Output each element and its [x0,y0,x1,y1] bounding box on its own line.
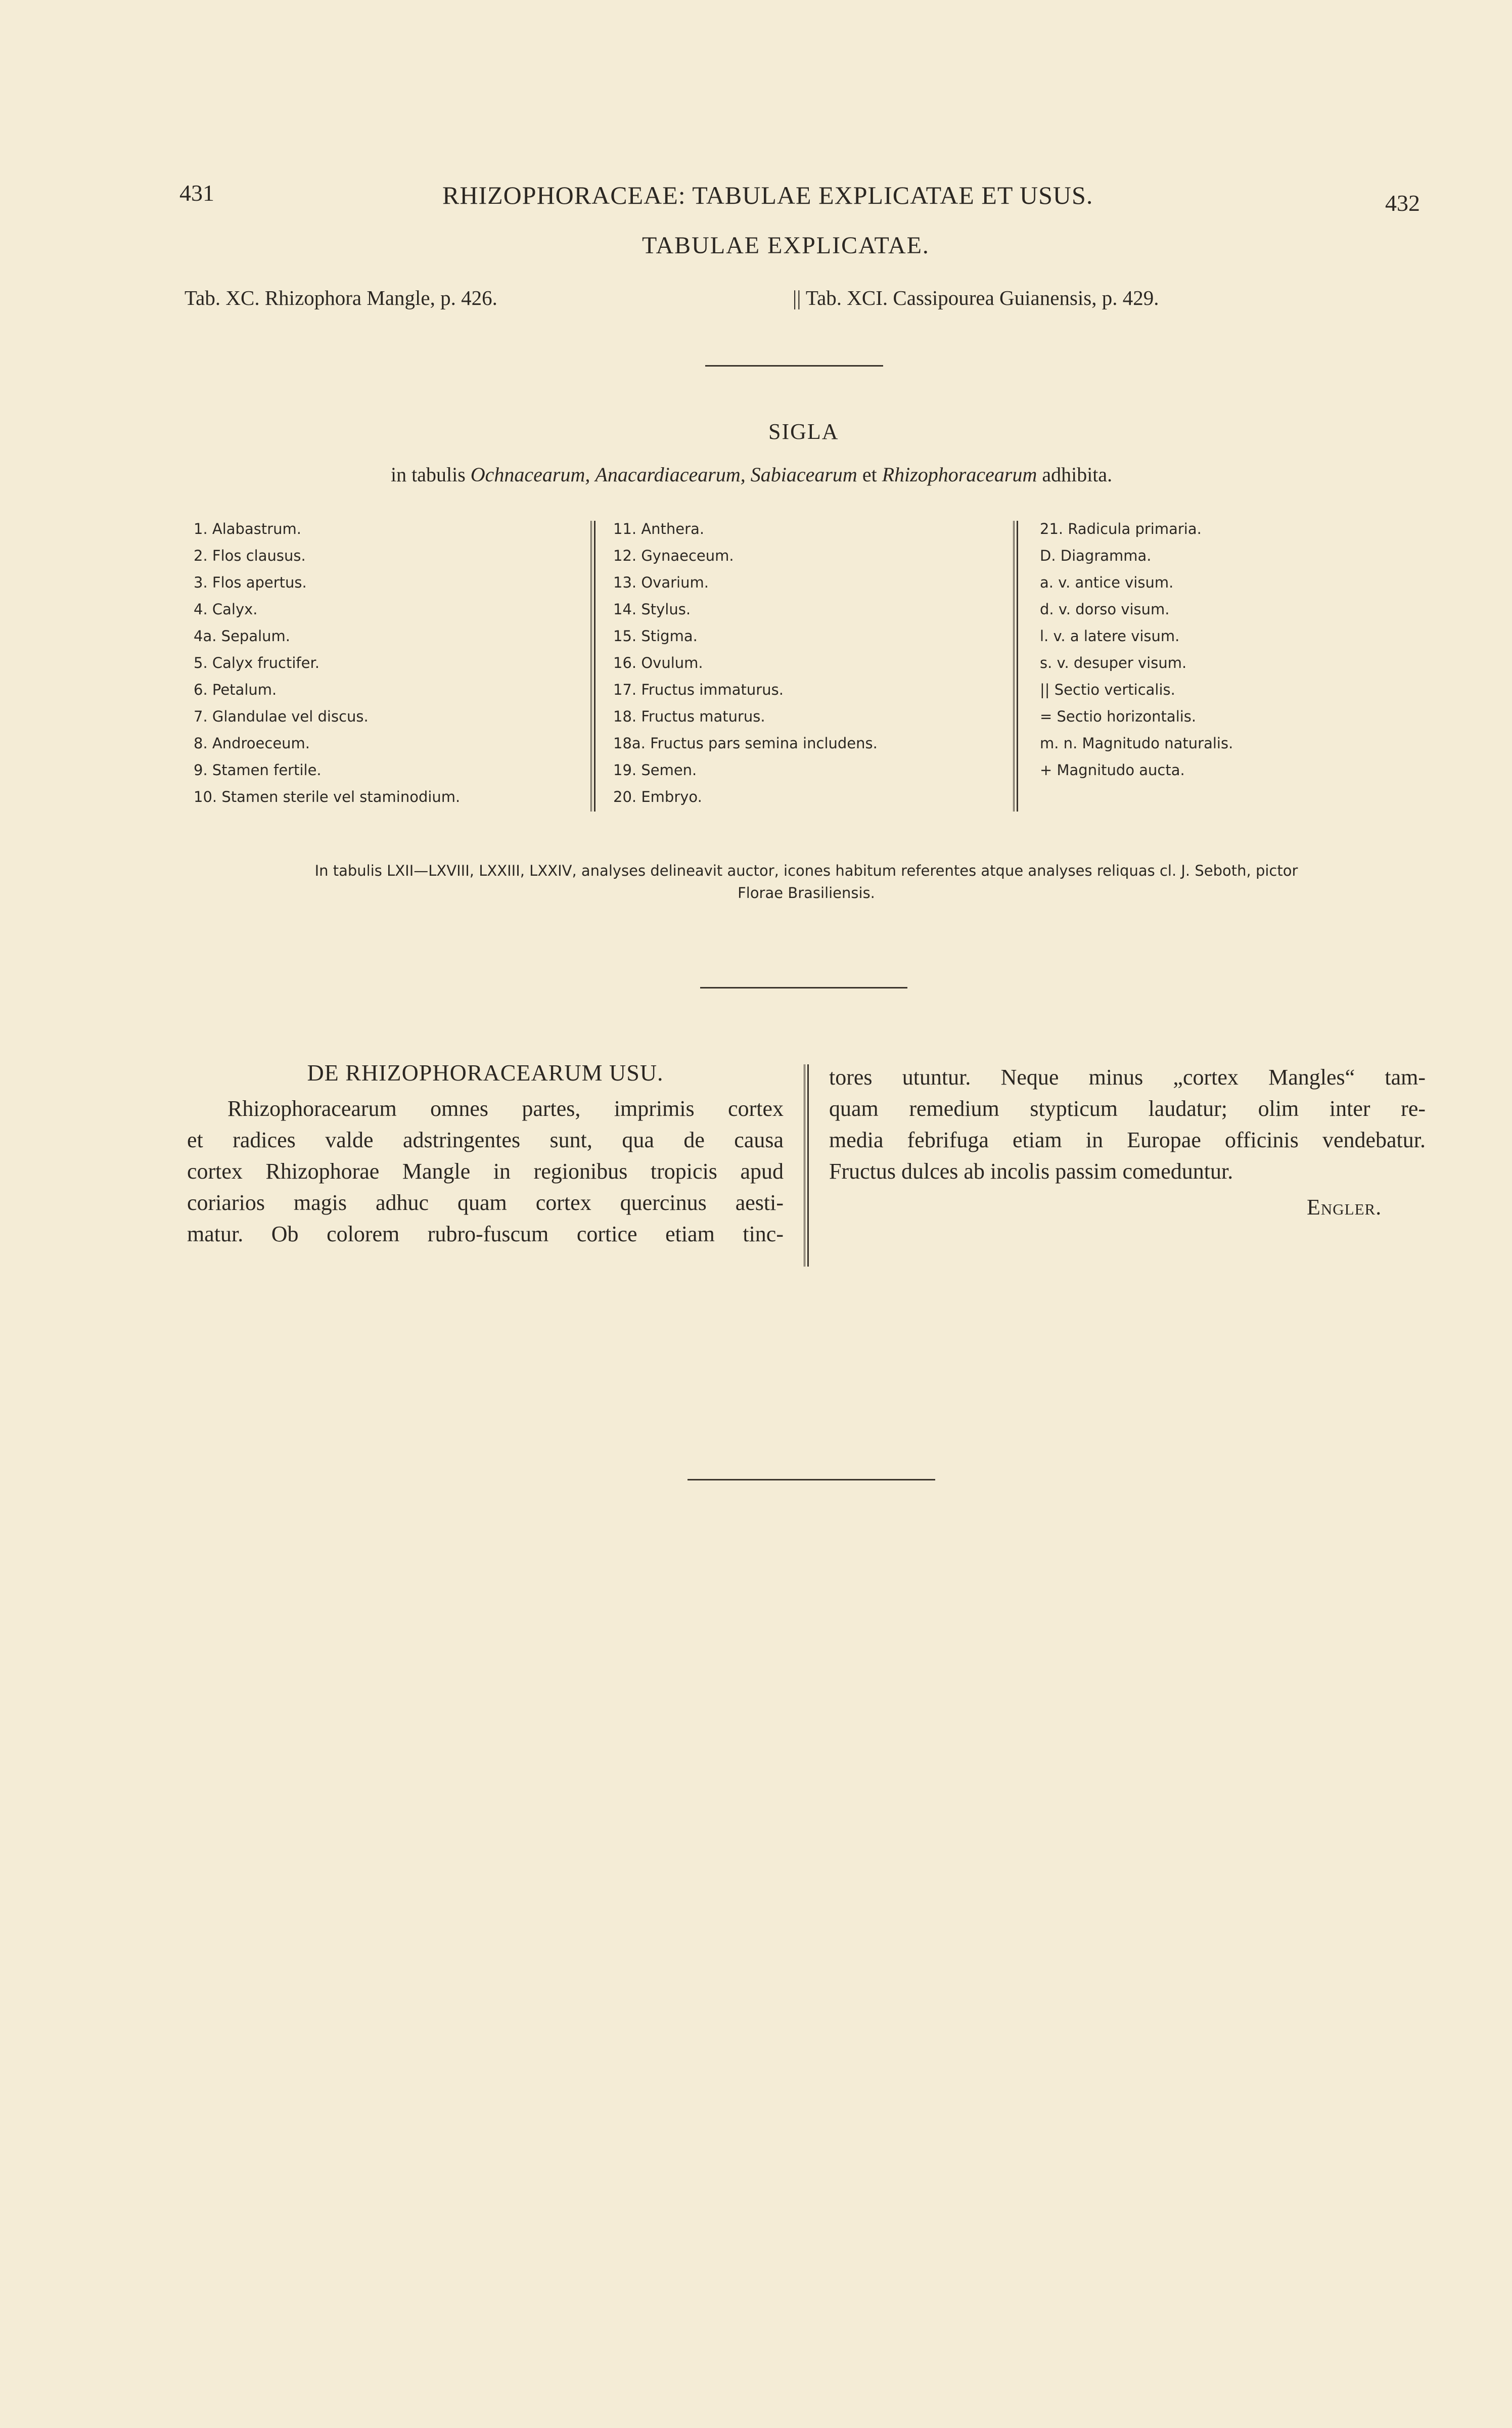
sigla-family-4: Rhizophoracearum [882,463,1037,486]
sigla-entry: 21. Radicula primaria. [1040,520,1202,537]
sigla-entry: 15. Stigma. [613,627,698,645]
sigla-entry: d. v. dorso visum. [1040,601,1170,618]
sigla-entry: = Sectio horizontalis. [1040,708,1197,725]
sigla-entry: 3. Flos apertus. [194,574,307,591]
illustration-note-line: In tabulis LXII—LXVIII, LXXIII, LXXIV, analyses delineavit auctor, icones habitum referentes atque analyses reliquas cl. J. Seboth, pictor [314,862,1298,879]
separator-rule-2 [700,987,907,988]
sigla-entry: m. n. Magnitudo naturalis. [1040,735,1233,752]
sigla-entry: 18. Fructus maturus. [613,708,765,725]
sigla-entry: s. v. desuper visum. [1040,654,1187,671]
column-divider [1013,521,1018,812]
sigla-entry: 12. Gynaeceum. [613,547,734,564]
sigla-entry: 1. Alabastrum. [194,520,301,537]
sigla-entry: + Magnitudo aucta. [1040,761,1185,779]
sigla-entry: a. v. antice visum. [1040,574,1174,591]
sigla-entry: 10. Stamen sterile vel staminodium. [194,788,461,805]
text-line: tores utuntur. Neque minus „cortex Mangles“ tam- [829,1065,1426,1090]
text-line: matur. Ob colorem rubro-fuscum cortice etiam tinc- [187,1222,784,1246]
body-text-left-column [187,1093,784,1250]
sigla-entry: D. Diagramma. [1040,547,1152,564]
body-text-right-column [829,1062,1426,1187]
sigla-entry: 14. Stylus. [613,601,691,618]
plate-left-entry: Tab. XC. Rhizophora Mangle, p. 426. [185,286,497,309]
sigla-entry: 4. Calyx. [194,601,258,618]
sigla-column-3 [1040,516,1233,784]
sigla-entry: 7. Glandulae vel discus. [194,708,369,725]
plates-title: TABULAE EXPLICATAE. [642,232,930,259]
sigla-subtitle-et: et [857,463,882,486]
illustration-note [207,860,1405,904]
sigla-entry: 6. Petalum. [194,681,277,698]
sigla-entry: 2. Flos clausus. [194,547,306,564]
sigla-entry: || Sectio verticalis. [1040,681,1175,698]
plate-right-entry: || Tab. XCI. Cassipourea Guianensis, p. 429. [793,286,1159,309]
sigla-column-1 [194,516,460,811]
sigla-entry: 20. Embryo. [613,788,702,805]
sigla-entry: 4a. Sepalum. [194,627,290,645]
sigla-entry: 17. Fructus immaturus. [613,681,784,698]
sigla-family-2: Anacardiacearum, [595,463,746,486]
sigla-subtitle-suffix: adhibita. [1037,463,1113,486]
sigla-family-3: Sabiacearum [750,463,857,486]
column-divider [590,521,595,812]
text-line: cortex Rhizophorae Mangle in regionibus tropicis apud [187,1159,784,1184]
column-divider [804,1064,809,1267]
separator-rule-3 [688,1479,935,1480]
sigla-title: SIGLA [768,419,839,444]
page-number-right: 432 [1385,190,1420,216]
illustration-note-line: Florae Brasiliensis. [738,884,875,902]
running-title: RHIZOPHORACEAE: TABULAE EXPLICATAE ET USUS. [442,181,1093,209]
text-line: quam remedium stypticum laudatur; olim inter re- [829,1096,1426,1121]
sigla-entry: 13. Ovarium. [613,574,709,591]
sigla-entry: 9. Stamen fertile. [194,761,322,779]
sigla-entry: 18a. Fructus pars semina includens. [613,735,878,752]
sigla-entry: 5. Calyx fructifer. [194,654,319,671]
page-number-left: 431 [179,180,214,206]
text-line: Fructus dulces ab incolis passim comeduntur. [829,1159,1233,1184]
sigla-entry: 16. Ovulum. [613,654,703,671]
text-line: Rhizophoracearum omnes partes, imprimis cortex [227,1096,784,1121]
separator-rule-1 [705,365,883,367]
sigla-entry: 19. Semen. [613,761,697,779]
sigla-entry: 11. Anthera. [613,520,705,537]
section-heading: DE RHIZOPHORACEARUM USU. [307,1060,664,1086]
sigla-entry: l. v. a latere visum. [1040,627,1180,645]
text-line: et radices valde adstringentes sunt, qua de causa [187,1128,784,1152]
sigla-entry: 8. Androeceum. [194,735,310,752]
text-line: media febrifuga etiam in Europae officinis vendebatur. [829,1128,1426,1152]
sigla-subtitle [391,463,1112,486]
text-line: coriarios magis adhuc quam cortex quercinus aesti- [187,1190,784,1215]
sigla-family-1: Ochnacearum, [470,463,590,486]
author-signature: Engler. [1307,1195,1382,1220]
sigla-subtitle-prefix: in tabulis [391,463,471,486]
sigla-column-2 [613,516,878,811]
